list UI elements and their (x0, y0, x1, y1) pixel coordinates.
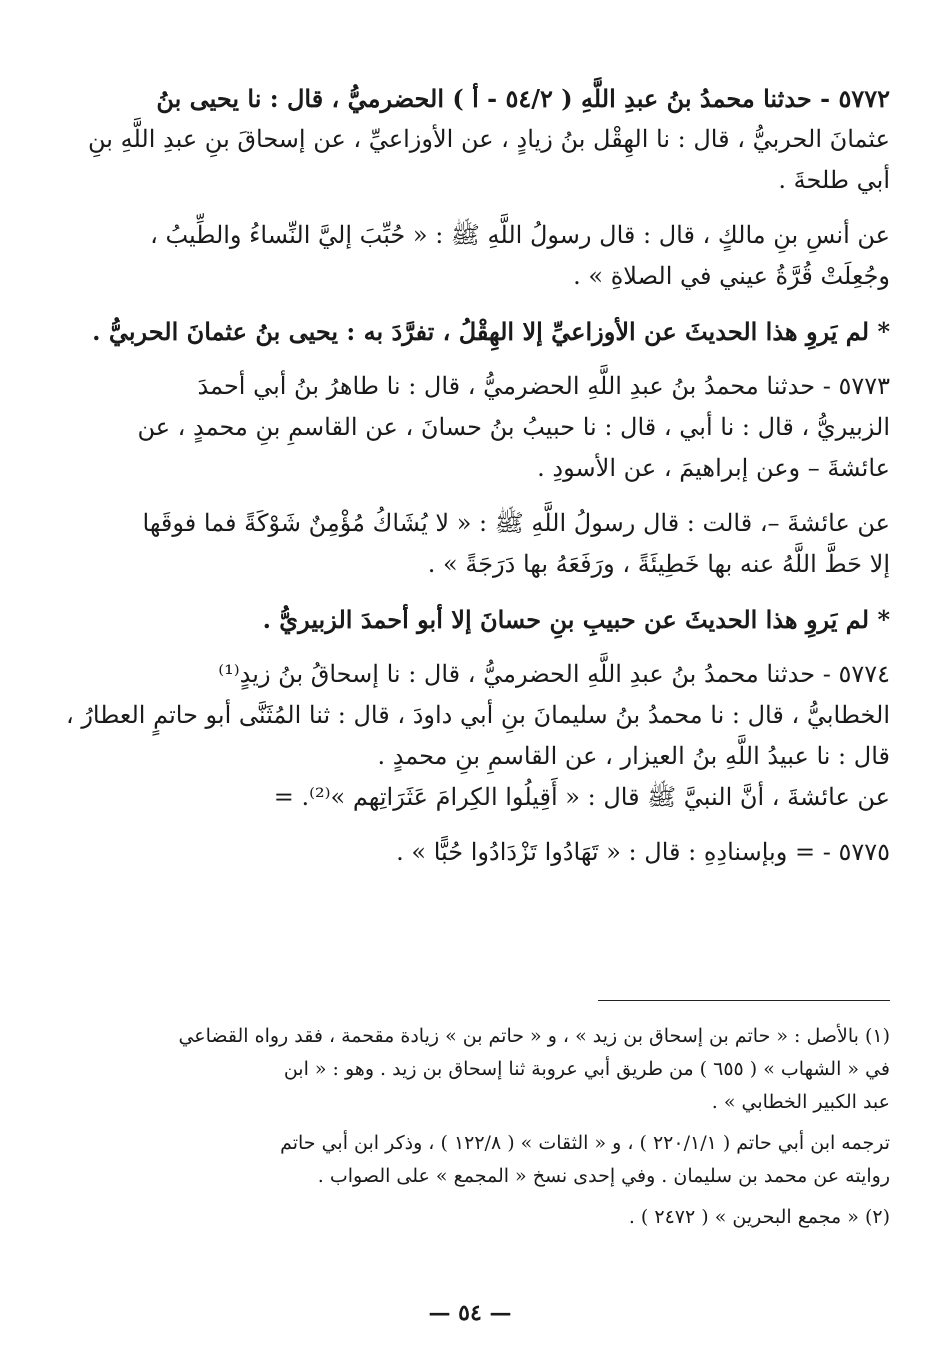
text-line: عن أنسِ بنِ مالكٍ ، قال : قال رسولُ اللَّهِ ﷺ : « حُبِّبَ إليَّ النِّساءُ والطِّيبُ ، (150, 221, 890, 249)
footnotes (50, 1020, 890, 1242)
hadith-5774 (50, 654, 890, 818)
footnote-2 (50, 1201, 890, 1234)
footnote-line: ترجمه ابن أبي حاتم ( ٢٢٠/١/١ ) ، و « الثقات » ( ١٢٢/٨ ) ، وذكر ابن أبي حاتم (280, 1132, 890, 1154)
hadith-5772-isnad (50, 78, 890, 201)
text-line: * لم يَروِ هذا الحديثَ عن حبيبِ بنِ حسانَ إلا أبو أحمدَ الزبيريُّ . (262, 605, 890, 634)
footnote-1-continued (50, 1127, 890, 1193)
text-line: إلا حَطَّ اللَّهُ عنه بها خَطِيئَةً ، ورَفَعَهُ بها دَرَجَةً » . (427, 550, 890, 578)
text-line: ٥٧٧٥ - = وبإسنادِهِ : قال : « تَهَادُوا تَزْدَادُوا حُبًّا » . (396, 838, 890, 866)
text-line: وجُعِلَتْ قُرَّةُ عيني في الصلاةِ » . (573, 262, 890, 290)
text-line: الزبيريُّ ، قال : نا أبي ، قال : نا حبيبُ بنُ حسانَ ، عن القاسمِ بنِ محمدٍ ، عن (137, 413, 890, 441)
footnote-line: (٢) « مجمع البحرين » ( ٢٤٧٢ ) . (628, 1206, 890, 1228)
text-line: أبي طلحةَ . (778, 166, 890, 194)
text-line: * لم يَروِ هذا الحديثَ عن الأوزاعيِّ إلا الهِقْلُ ، تفرَّدَ به : يحيى بنُ عثمانَ الحربيُّ . (92, 317, 890, 346)
footnote-line: في « الشهاب » ( ٦٥٥ ) من طريق أبي عروبة ثنا إسحاق بن زيد . وهو : « ابن (283, 1058, 890, 1080)
text-line: عائشةَ – وعن إبراهيمَ ، عن الأسودِ . (537, 454, 890, 482)
hadith-5772-comment (50, 311, 890, 352)
footnote-divider (598, 1000, 890, 1001)
text-line: الخطابيُّ ، قال : نا محمدُ بنُ سليمانَ بنِ أبي داودَ ، قال : ثنا المُثَنَّى أبو حاتمٍ العطارُ ، (65, 701, 890, 729)
text-line: عثمانَ الحربيُّ ، قال : نا الهِقْل بنُ زيادٍ ، عن الأوزاعيِّ ، عن إسحاقَ بنِ عبدِ اللَّهِ بنِ (88, 125, 890, 153)
hadith-5773-isnad (50, 366, 890, 489)
footnote-line: عبد الكبير الخطابي » . (711, 1091, 890, 1113)
text-line: ٥٧٧٤ - حدثنا محمدُ بنُ عبدِ اللَّهِ الحضرميُّ ، قال : نا إسحاقُ بنُ زيدٍ⁽¹⁾ (218, 660, 890, 688)
footnote-1 (50, 1020, 890, 1119)
hadith-5772-matn (50, 215, 890, 297)
hadith-5773-comment (50, 599, 890, 640)
main-text (50, 78, 890, 887)
page-number: — ٥٤ — (428, 1300, 512, 1326)
text-line: عن عائشةَ –، قالت : قال رسولُ اللَّهِ ﷺ : « لا يُشَاكُ مُؤْمِنٌ شَوْكَةً فما فوقَها (142, 509, 890, 537)
text-line: ٥٧٧٢ - حدثنا محمدُ بنُ عبدِ اللَّهِ ( ٥٤/٢ - أ ) الحضرميُّ ، قال : نا يحيى بنُ (156, 84, 890, 113)
text-line: قال : نا عبيدُ اللَّهِ بنُ العيزار ، عن القاسمِ بنِ محمدٍ . (377, 742, 890, 770)
hadith-5773-matn (50, 503, 890, 585)
hadith-5775 (50, 832, 890, 873)
text-line: ٥٧٧٣ - حدثنا محمدُ بنُ عبدِ اللَّهِ الحضرميُّ ، قال : نا طاهرُ بنُ أبي أحمدَ (197, 372, 890, 400)
footnote-line: روايته عن محمد بن سليمان . وفي إحدى نسخ « المجمع » على الصواب . (317, 1165, 890, 1187)
text-line: عن عائشةَ ، أنَّ النبيَّ ﷺ قال : « أَقِيلُوا الكِرامَ عَثَرَاتِهم »⁽²⁾. = (273, 783, 890, 811)
footnote-line: (١) بالأصل : « حاتم بن إسحاق بن زيد » ، و « حاتم بن » زيادة مقحمة ، فقد رواه القضاعي (178, 1025, 890, 1047)
